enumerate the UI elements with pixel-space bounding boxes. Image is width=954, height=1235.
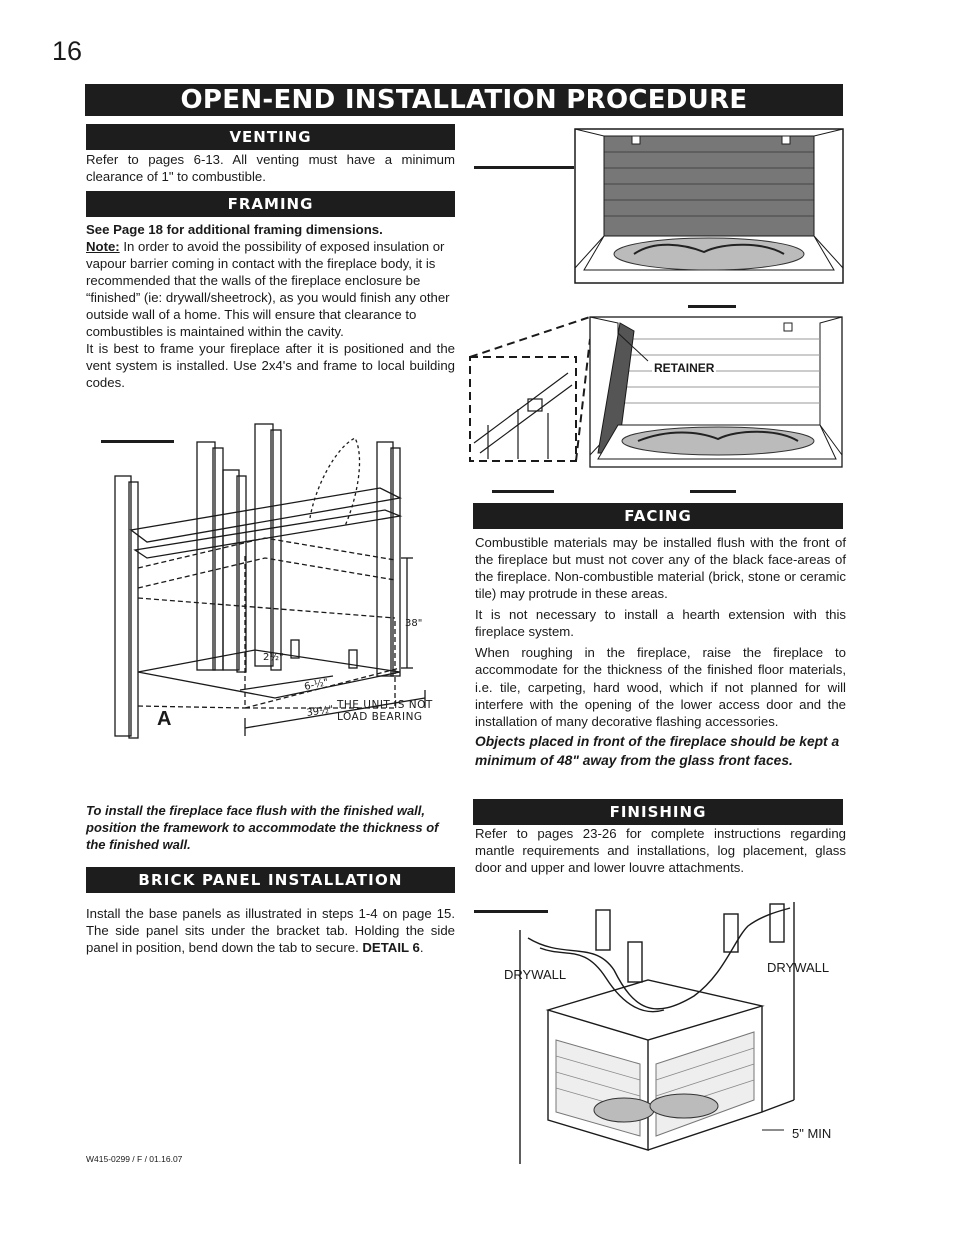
page-number: 16 — [52, 36, 83, 66]
facing-paragraph-2: It is not necessary to install a hearth extension with this fireplace system. — [475, 607, 846, 639]
page-title: OPEN-END INSTALLATION PROCEDURE — [85, 84, 843, 116]
framing-paragraph-2: It is best to frame your fireplace after it is positioned and the vent system is installed. Use 2x4's and frame to local building codes. — [86, 341, 455, 390]
brick-panel-heading: BRICK PANEL INSTALLATION — [86, 867, 455, 893]
figure-label-line — [688, 305, 736, 308]
drywall-right-label: DRYWALL — [767, 960, 830, 975]
framing-caption: To install the fireplace face flush with the finished wall, position the framework to accommodate the thickness of the finished wall. — [86, 803, 439, 852]
facing-warning: Objects placed in front of the fireplace should be kept a minimum of 48" away from the glass front faces. — [475, 734, 840, 768]
brick-panel-period: . — [419, 940, 424, 955]
venting-text: Refer to pages 6-13. All venting must have a minimum clearance of 1" to combustible. — [86, 152, 455, 184]
retainer-detail-illustration — [468, 313, 844, 473]
retainer-label: RETAINER — [654, 361, 715, 375]
framing-text — [86, 221, 455, 395]
dim-side: 2½" — [263, 652, 284, 663]
brick-panel-text — [86, 905, 455, 956]
detail-reference: DETAIL 6 — [362, 940, 420, 955]
framing-note-label: Note: — [86, 239, 120, 254]
min-clearance-label: 5" MIN — [792, 1126, 832, 1141]
facing-paragraph-1: Combustible materials may be installed flush with the front of the fireplace but must not cover any of the black face-areas of the fireplace. Non-combustible material (brick, stone or ceramic tile) may protrude in these areas. — [475, 535, 846, 601]
brick-panel-body: Install the base panels as illustrated in steps 1-4 on page 15. The side panel sits under the bracket tab. Holding the side panel in position, bend down the tab to secure. — [86, 906, 455, 955]
facing-text — [475, 534, 846, 734]
finishing-text: Refer to pages 23-26 for complete instructions regarding mantle requirements and installations, log placement, glass door and upper and lower louvre attachments. — [475, 826, 846, 875]
facing-paragraph-3: When roughing in the fireplace, raise the fireplace to accommodate for the thickness of the finished floor materials, i.e. tile, carpeting, hard wood, which if not planned for will interfere with the opening of the lower access door and the installation of many decorative flashing accessories. — [475, 645, 846, 730]
figure-label-line — [690, 490, 736, 493]
framing-note-text: In order to avoid the possibility of exposed insulation or vapour barrier coming in contact with the fireplace body, it is recommended that the walls of the fireplace enclosure be “finished” (ie: drywall/sheetrock), as you would finish any other outside wall of a home. This will ensure that clearance to combustibles is maintained within the cavity. — [86, 239, 450, 339]
document-code: W415-0299 / F / 01.16.07 — [86, 1154, 183, 1164]
drywall-left-label: DRYWALL — [504, 967, 567, 982]
figure-label-line — [492, 490, 554, 493]
drywall-illustration — [494, 900, 840, 1166]
not-load-bearing-note: THE UNIT IS NOT LOAD BEARING — [337, 699, 433, 723]
framing-reference: See Page 18 for additional framing dimensions. — [86, 222, 383, 237]
figure-letter-a: A — [157, 708, 172, 730]
dim-height: 38" — [405, 618, 423, 629]
dim-width: 39½" — [305, 704, 335, 719]
firebox-brick-illustration — [574, 128, 844, 284]
venting-heading: VENTING — [86, 124, 455, 150]
finishing-heading: FINISHING — [473, 799, 843, 825]
figure-label-line — [474, 166, 574, 169]
dim-depth: 6-½" — [303, 677, 330, 693]
facing-heading: FACING — [473, 503, 843, 529]
framing-heading: FRAMING — [86, 191, 455, 217]
